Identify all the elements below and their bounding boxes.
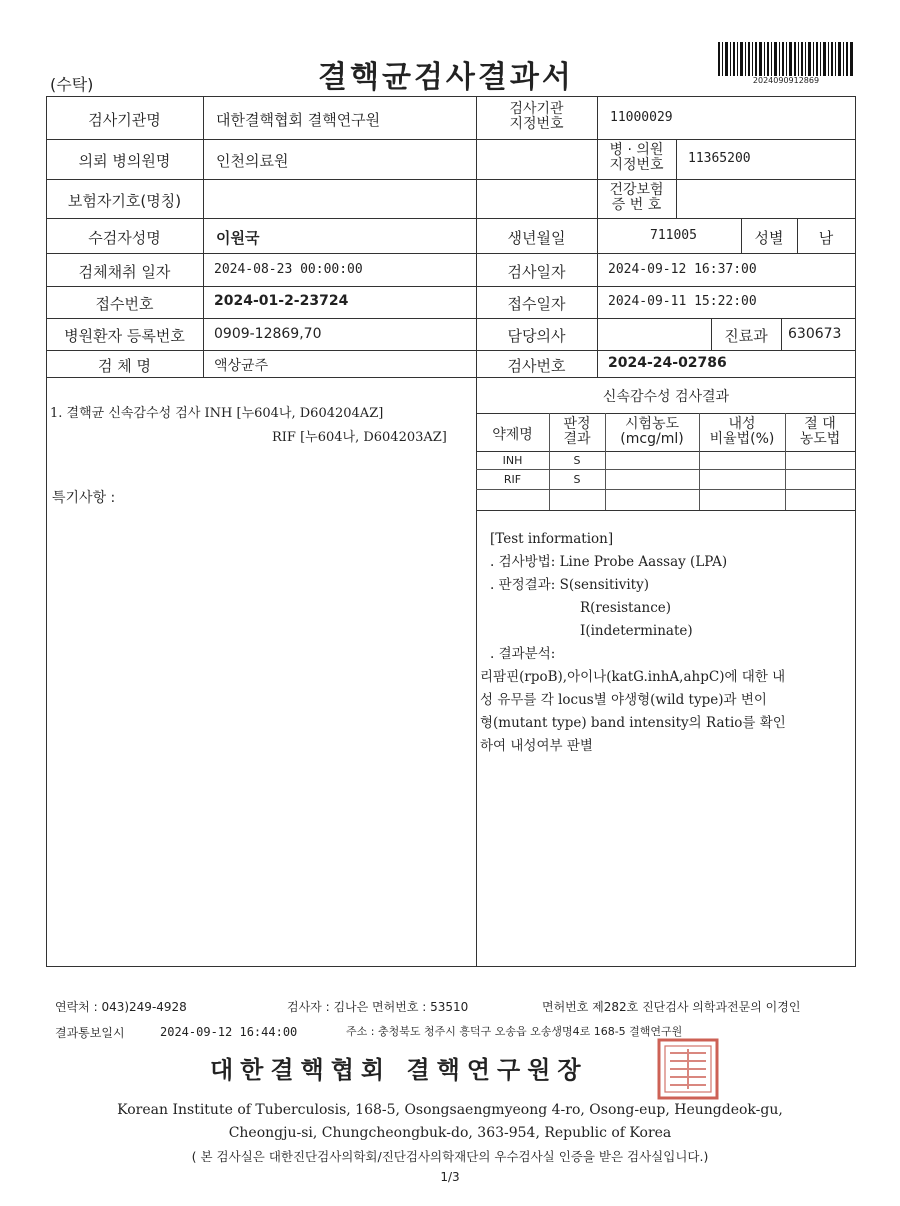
hospital-code-label-line1: 병 · 의원	[609, 142, 664, 158]
col-abs-line1: 절 대	[804, 416, 836, 432]
page-number: 1/3	[440, 1170, 460, 1184]
test-info-block	[480, 528, 786, 758]
col-ratio	[699, 417, 785, 447]
institution-code-label-line2: 지정번호	[509, 116, 564, 132]
col-conc	[605, 417, 699, 447]
org-address-en-line-2: Cheongju-si, Chungcheongbuk-do, 363-954, Republic of Korea	[228, 1125, 672, 1141]
collection-date-value: 2024-08-23 00:00:00	[214, 262, 363, 277]
receipt-date-label: 접수일자	[507, 295, 566, 313]
col-judgement-line2: 결과	[563, 431, 591, 447]
sex-value: 남	[818, 229, 834, 247]
row-judgement: S	[573, 473, 581, 486]
org-address-en	[0, 1099, 900, 1145]
receipt-no-label: 접수번호	[95, 295, 154, 313]
test-info-analysis-heading: . 결과분석:	[490, 646, 556, 662]
footer-license: 면허번호 제282호 진단검사 의학과전문의 이경인	[542, 1000, 801, 1014]
test-info-analysis-line-4: 하여 내성여부 판별	[480, 738, 593, 754]
footer-contact: 연락처 : 043)249-4928	[55, 1000, 187, 1014]
specimen-label: 검 체 명	[97, 357, 151, 375]
institution-label: 검사기관명	[88, 111, 161, 129]
hospital-value: 인천의료원	[216, 152, 289, 170]
test-info-judge-r: R(resistance)	[580, 600, 672, 616]
org-name: 대한결핵협회 결핵연구원장	[210, 1056, 588, 1084]
department-label: 진료과	[724, 327, 768, 345]
receipt-no-value: 2024-01-2-23724	[214, 293, 349, 309]
hospital-code-value: 11365200	[688, 151, 751, 166]
hospital-label: 의뢰 병의원명	[78, 152, 171, 170]
row-judgement: S	[573, 454, 581, 467]
institution-code-label	[476, 102, 597, 132]
col-drug: 약제명	[492, 427, 533, 443]
col-judgement	[549, 417, 605, 447]
doctor-label: 담당의사	[507, 327, 566, 345]
birth-value: 711005	[650, 228, 697, 243]
page-title: 결핵균검사결과서	[318, 60, 574, 95]
test-date-label: 검사일자	[507, 263, 566, 281]
test-info-judge-i: I(indeterminate)	[580, 623, 693, 639]
institution-code-value: 11000029	[610, 110, 673, 125]
footer-notify-value: 2024-09-12 16:44:00	[160, 1025, 298, 1039]
test-info-heading: [Test information]	[490, 531, 614, 547]
col-conc-line2: (mcg/ml)	[620, 431, 684, 447]
test-no-value: 2024-24-02786	[608, 355, 727, 371]
patient-reg-value: 0909-12869,70	[214, 326, 322, 342]
col-ratio-line1: 내성	[728, 416, 756, 432]
test-item-line-2: RIF [누604나, D604203AZ]	[272, 430, 447, 445]
health-card-label	[597, 183, 676, 213]
barcode	[718, 42, 854, 86]
patient-reg-label: 병원환자 등록번호	[64, 327, 185, 345]
institution-value: 대한결핵협회 결핵연구원	[216, 111, 381, 129]
org-address-en-line-1: Korean Institute of Tuberculosis, 168-5, Osongsaengmyeong 4-ro, Osong-eup, Heungdeok-gu,	[117, 1102, 783, 1118]
test-info-judge-s: . 판정결과: S(sensitivity)	[490, 577, 649, 593]
test-date-value: 2024-09-12 16:37:00	[608, 262, 757, 277]
footer-address: 주소 : 충청북도 청주시 흥덕구 오송읍 오송생명4로 168-5 결핵연구원	[346, 1025, 683, 1038]
hospital-code-label-line2: 지정번호	[609, 157, 664, 173]
patient-name-label: 수검자성명	[88, 229, 161, 247]
remarks-label: 특기사항 :	[52, 490, 116, 506]
patient-name-value: 이원국	[216, 229, 260, 247]
col-ratio-line2: 비율법(%)	[709, 431, 775, 447]
col-abs	[785, 417, 855, 447]
footer-examiner: 검사자 : 김나은 면허번호 : 53510	[287, 1000, 469, 1014]
barcode-graphic	[718, 42, 854, 76]
row-drug: RIF	[503, 473, 522, 486]
birth-label: 생년월일	[507, 229, 566, 247]
col-abs-line2: 농도법	[799, 431, 841, 447]
barcode-number: 2024090912869	[752, 76, 820, 85]
collection-date-label: 검체채취 일자	[78, 263, 171, 281]
sex-label: 성별	[754, 229, 784, 247]
test-item-line-1: 1. 결핵균 신속감수성 검사 INH [누604나, D604204AZ]	[50, 406, 384, 421]
copy-label: (수탁)	[50, 75, 94, 94]
results-title: 신속감수성 검사결과	[602, 389, 730, 405]
test-info-analysis-line-3: 형(mutant type) band intensity의 Ratio를 확인	[480, 715, 786, 731]
test-info-method: . 검사방법: Line Probe Aassay (LPA)	[490, 554, 728, 570]
specimen-value: 액상균주	[214, 358, 269, 374]
hospital-code-label	[597, 143, 676, 173]
receipt-date-value: 2024-09-11 15:22:00	[608, 294, 757, 309]
health-card-label-line2: 증 번 호	[611, 197, 662, 213]
health-card-label-line1: 건강보험	[609, 182, 664, 198]
official-seal-icon	[656, 1037, 720, 1101]
col-conc-line1: 시험농도	[624, 416, 680, 432]
insured-label: 보험자기호(명칭)	[67, 192, 182, 210]
col-judgement-line1: 판정	[563, 416, 591, 432]
test-info-analysis-line-1: 리팜핀(rpoB),아이나(katG.inhA,ahpC)에 대한 내	[480, 669, 786, 685]
institution-code-label-line1: 검사기관	[509, 101, 564, 117]
row-drug: INH	[502, 454, 523, 467]
footer-notify-label: 결과통보일시	[55, 1026, 125, 1040]
cert-note: ( 본 검사실은 대한진단검사의학회/진단검사의학재단의 우수검사실 인증을 받은 검사실입니다.)	[191, 1149, 709, 1164]
department-value: 630673	[788, 326, 842, 342]
test-info-analysis-line-2: 성 유무를 각 locus별 야생형(wild type)과 변이	[480, 692, 767, 708]
test-no-label: 검사번호	[507, 357, 566, 375]
